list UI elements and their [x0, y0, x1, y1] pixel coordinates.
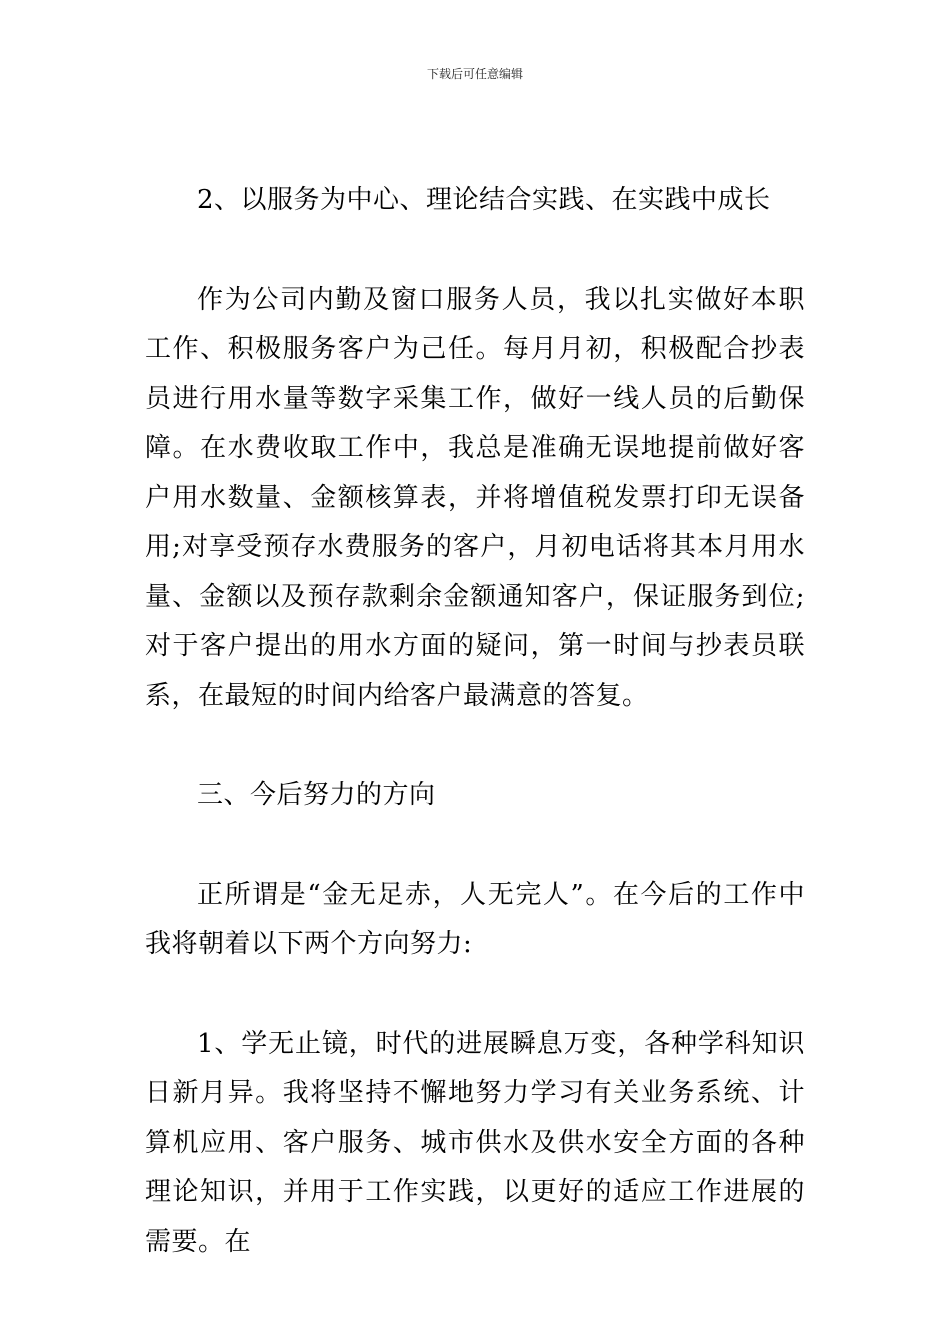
paragraph-gap: [145, 970, 805, 1020]
paragraph-gap: [145, 721, 805, 771]
paragraph-learning: 1、学无止镜，时代的进展瞬息万变，各种学科知识日新月异。我将坚持不懈地努力学习有关业务系统、计算机应用、客户服务、城市供水及供水安全方面的各种理论知识，并用于工作实践，以更好的适应工作进展的需要。在: [145, 1028, 805, 1257]
paragraph-gap: [145, 226, 805, 276]
document-body: [145, 176, 805, 1267]
section-heading-service: 2、以服务为中心、理论结合实践、在实践中成长: [197, 185, 771, 215]
page-header: 下载后可任意编辑: [426, 67, 523, 81]
section-heading-future-direction: 三、今后努力的方向: [197, 780, 436, 810]
paragraph-gap: [145, 821, 805, 871]
paragraph-intro-direction: 正所谓是“金无足赤，人无完人”。在今后的工作中我将朝着以下两个方向努力:: [145, 879, 805, 959]
paragraph-service-work: 作为公司内勤及窗口服务人员，我以扎实做好本职工作、积极服务客户为己任。每月月初，积极配合抄表员进行用水量等数字采集工作，做好一线人员的后勤保障。在水费收取工作中，我总是准确无误地提前做好客户用水数量、金额核算表，并将增值税发票打印无误备用;对享受预存水费服务的客户，月初电话将其本月用水量、金额以及预存款剩余金额通知客户，保证服务到位;对于客户提出的用水方面的疑问，第一时间与抄表员联系，在最短的时间内给客户最满意的答复。: [145, 284, 805, 711]
